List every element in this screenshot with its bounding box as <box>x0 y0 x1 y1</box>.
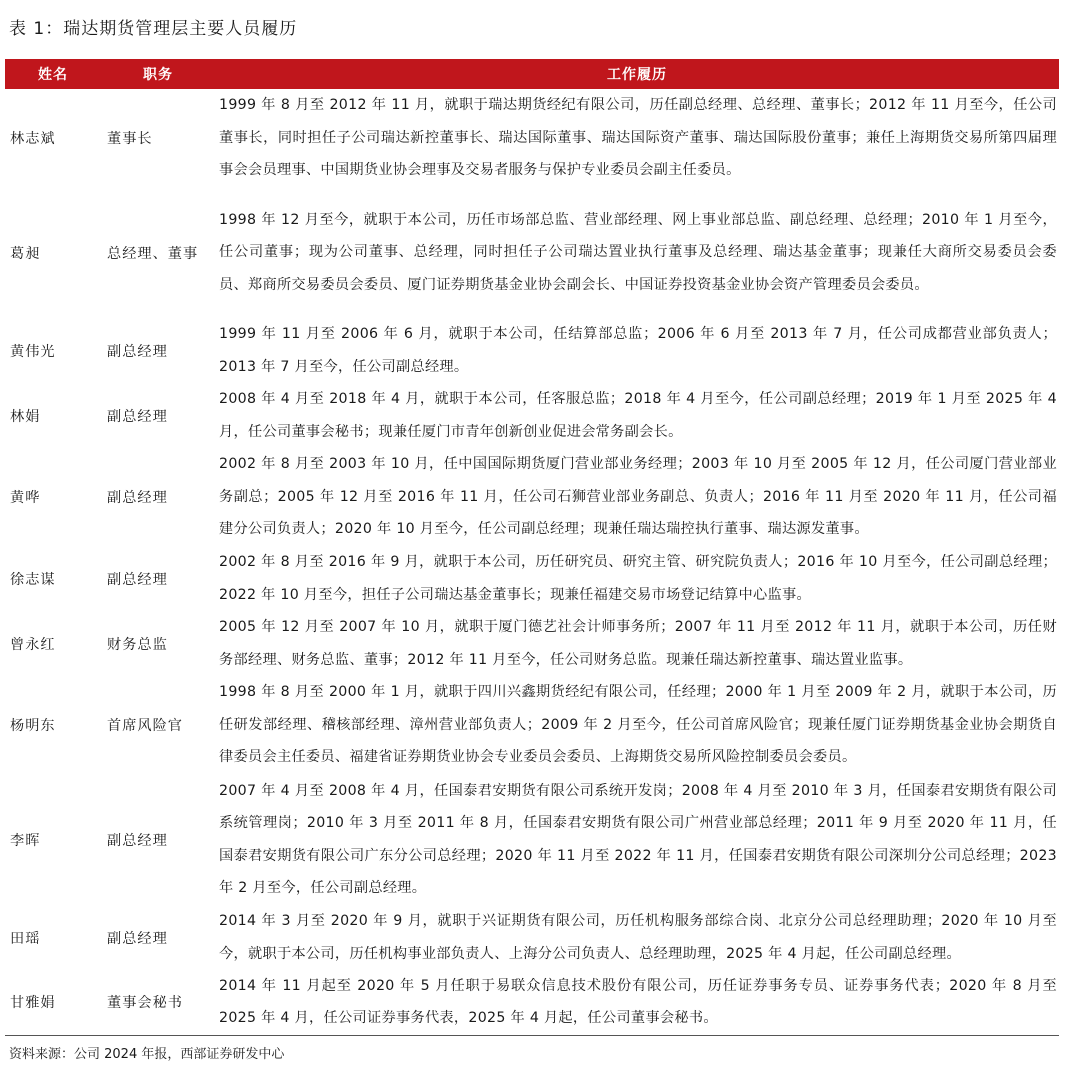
person-name: 葛昶 <box>10 245 41 262</box>
person-position: 首席风险官 <box>107 718 183 734</box>
person-resume: 1998 年 12 月至今，就职于本公司，历任市场部总监、营业部经理、网上事业部总监、副总经理、总经理；2010 年 1 月至今，任公司董事；现为公司董事、总经理，同时担任子公司瑞达置业执行董事及总经理、瑞达基金董事；现兼任大商所交易委员会委员、郑商所交易委员会委员、厦门证券期货基金业协会副会长、中国证券投资基金业协会资产管理委员会委员。 <box>219 211 1057 293</box>
person-position: 董事长 <box>107 131 153 147</box>
person-name: 黄伟光 <box>10 343 56 360</box>
source-note: 资料来源：公司 2024 年报，西部证券研发中心 <box>9 1047 285 1062</box>
table-row <box>5 318 1059 383</box>
person-resume: 1998 年 8 月至 2000 年 1 月，就职于四川兴鑫期货经纪有限公司，任经理；2000 年 1 月至 2009 年 2 月，就职于本公司，历任研发部经理、稽核部经理、漳州营业部负责人；2009 年 2 月至今，任公司首席风险官；现兼任厦门证券期货基金业协会期货自律委员会主任委员、福建省证券期货业协会专业委员会委员、上海期货交易所风险控制委员会委员。 <box>219 684 1057 766</box>
person-name: 杨明东 <box>10 718 56 734</box>
person-position: 副总经理 <box>107 832 168 849</box>
table-row <box>5 89 1059 187</box>
person-position: 副总经理 <box>107 490 168 506</box>
person-name: 甘雅娟 <box>5 970 101 1035</box>
person-position: 副总经理 <box>107 343 168 360</box>
person-position: 财务总监 <box>107 636 168 653</box>
person-resume: 2002 年 8 月至 2016 年 9 月，就职于本公司，历任研究员、研究主管、研究院负责人；2016 年 10 月至今，任公司副总经理；2022 年 10 月至今，担任子公司瑞达基金董事长；现兼任福建交易市场登记结算中心监事。 <box>219 554 1057 603</box>
header-name: 姓名 <box>38 67 68 83</box>
table-row <box>5 611 1059 676</box>
table-title: 表 1：瑞达期货管理层主要人员履历 <box>9 19 298 39</box>
table-row <box>5 905 1059 970</box>
person-resume: 2005 年 12 月至 2007 年 10 月，就职于厦门德艺社会计师事务所；2007 年 11 月至 2012 年 11 月，就职于本公司，历任财务部经理、财务总监、董事；2012 年 11 月至今，任公司财务总监。现兼任瑞达新控董事、瑞达置业监事。 <box>219 619 1057 668</box>
table-row <box>5 774 1059 905</box>
person-resume: 2002 年 8 月至 2003 年 10 月，任中国国际期货厦门营业部业务经理；2003 年 10 月至 2005 年 12 月，任公司厦门营业部业务副总；2005 年 12 月至 2016 年 11 月，任公司石狮营业部业务副总、负责人；2016 年 11 月至 2020 年 11 月，任公司福建分公司负责人；2020 年 10 月至今，任公司副总经理；现兼任瑞达瑞控执行董事、瑞达源发董事。 <box>219 456 1057 538</box>
header-position: 职务 <box>143 67 173 83</box>
person-resume: 2014 年 11 月起至 2020 年 5 月任职于易联众信息技术股份有限公司，历任证券事务专员、证券事务代表；2020 年 8 月至 2025 年 4 月，任公司证券事务代表，2025 年 4 月起，任公司董事会秘书。 <box>215 970 1059 1035</box>
person-position: 副总经理 <box>107 408 168 425</box>
table-row <box>5 676 1059 774</box>
person-resume: 2008 年 4 月至 2018 年 4 月，就职于本公司，任客服总监；2018 年 4 月至今，任公司副总经理；2019 年 1 月至 2025 年 4 月，任公司董事会秘书；现兼任厦门市青年创新创业促进会常务副会长。 <box>219 391 1057 440</box>
person-name: 林娟 <box>10 408 41 425</box>
person-name: 田瑶 <box>10 930 41 947</box>
table-header-row <box>5 59 1059 89</box>
person-resume: 1999 年 11 月至 2006 年 6 月，就职于本公司，任结算部总监；2006 年 6 月至 2013 年 7 月，任公司成都营业部负责人；2013 年 7 月至今，任公司副总经理。 <box>219 326 1057 375</box>
management-resume-table <box>5 59 1059 1036</box>
table-row <box>5 546 1059 611</box>
person-name: 李晖 <box>10 832 41 849</box>
person-name: 黄哗 <box>10 490 41 506</box>
table-row <box>5 383 1059 448</box>
person-name: 徐志谋 <box>10 571 56 588</box>
person-position: 副总经理 <box>107 930 168 947</box>
person-name: 林志斌 <box>10 131 56 147</box>
table-row <box>5 448 1059 546</box>
table-row <box>5 187 1059 318</box>
person-resume: 2007 年 4 月至 2008 年 4 月，任国泰君安期货有限公司系统开发岗；2008 年 4 月至 2010 年 3 月，任国泰君安期货有限公司系统管理岗；2010 年 3 月至 2011 年 8 月，任国泰君安期货有限公司广州营业部总经理；2011 年 9 月至 2020 年 11 月，任国泰君安期货有限公司广东分公司总经理；2020 年 11 月至 2022 年 11 月，任国泰君安期货有限公司深圳分公司总经理；2023 年 2 月至今，任公司副总经理。 <box>219 782 1057 896</box>
table-row <box>5 970 1059 1035</box>
person-position: 总经理、董事 <box>107 245 199 262</box>
person-position: 董事会秘书 <box>101 970 215 1035</box>
person-position: 副总经理 <box>107 571 168 588</box>
header-resume: 工作履历 <box>607 67 667 83</box>
person-resume: 1999 年 8 月至 2012 年 11 月，就职于瑞达期货经纪有限公司，历任副总经理、总经理、董事长；2012 年 11 月至今，任公司董事长，同时担任子公司瑞达新控董事长、瑞达国际董事、瑞达国际资产董事、瑞达国际股份董事；兼任上海期货交易所第四届理事会会员理事、中国期货业协会理事及交易者服务与保护专业委员会副主任委员。 <box>219 97 1057 179</box>
person-resume: 2014 年 3 月至 2020 年 9 月，就职于兴证期货有限公司，历任机构服务部综合岗、北京分公司总经理助理；2020 年 10 月至今，就职于本公司，历任机构事业部负责人、上海分公司负责人、总经理助理，2025 年 4 月起，任公司副总经理。 <box>219 913 1057 962</box>
person-name: 曾永红 <box>10 636 56 653</box>
